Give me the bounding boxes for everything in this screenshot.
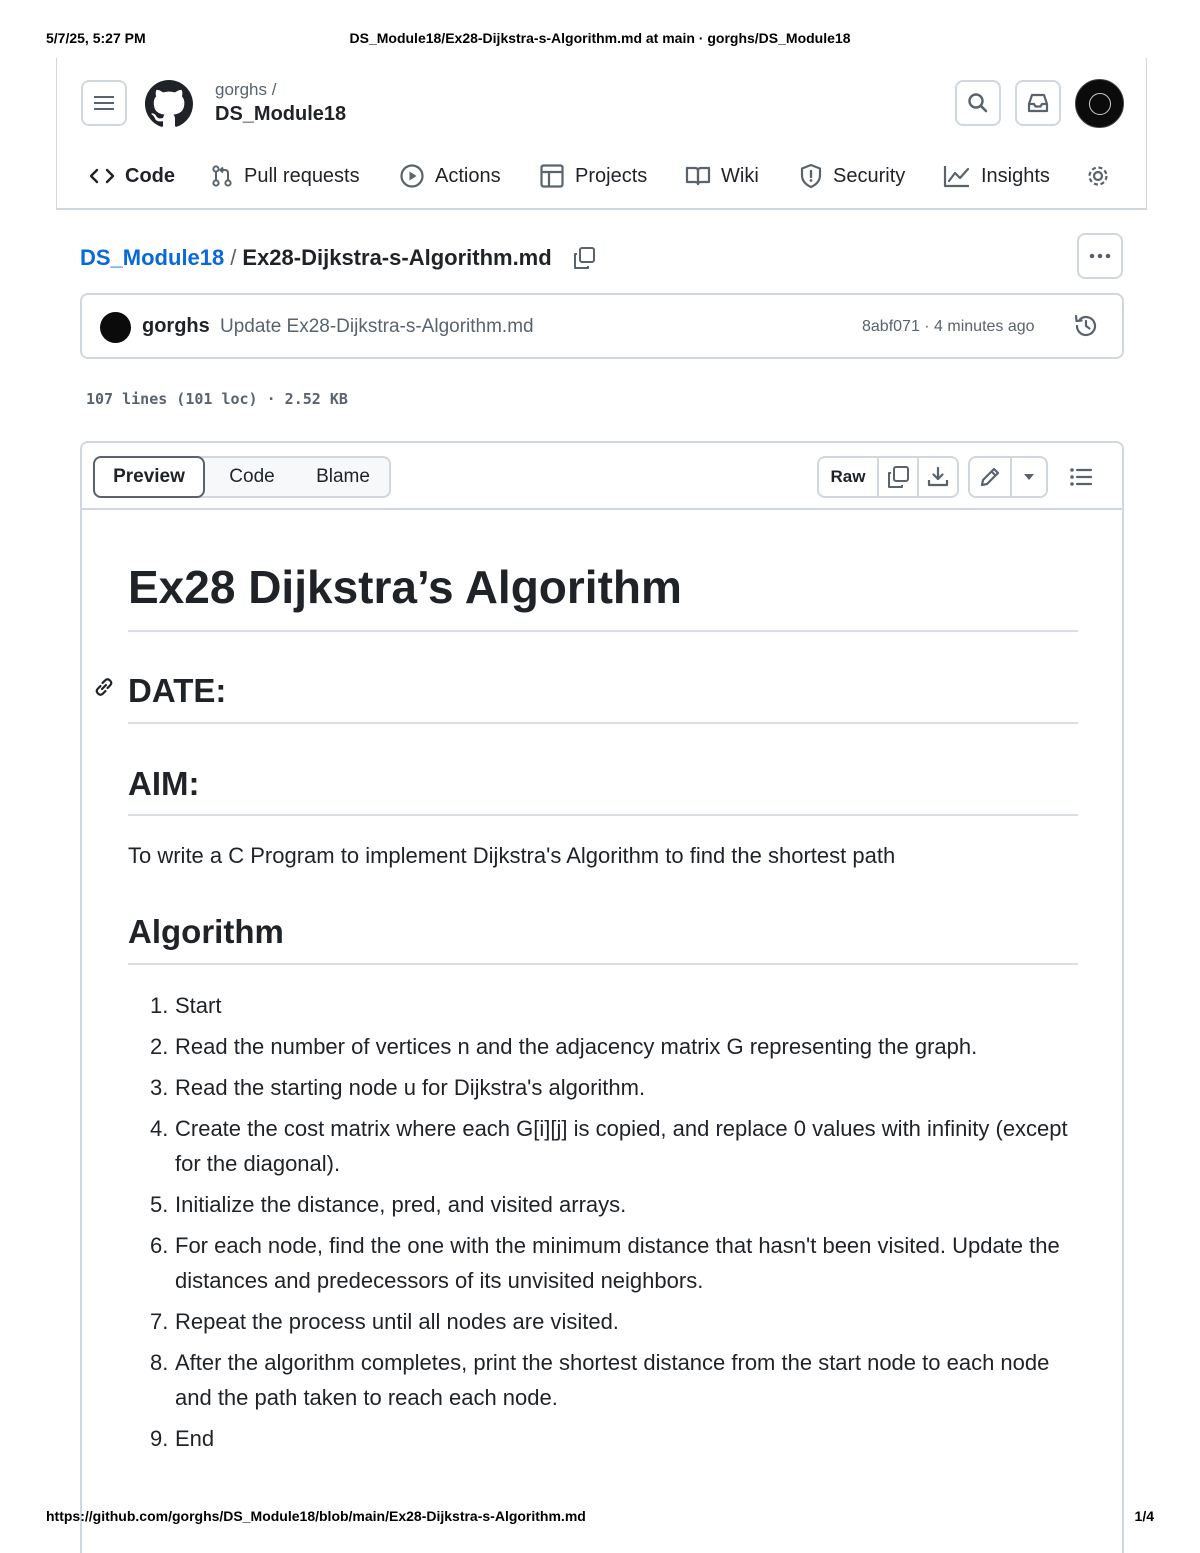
- breadcrumb: [80, 243, 596, 273]
- list-item: [128, 1421, 1078, 1456]
- print-header: [46, 30, 1154, 50]
- tab-actions-label: Actions: [435, 164, 501, 187]
- code-icon: [89, 166, 115, 186]
- title-divider: [128, 630, 1078, 632]
- list-item: [128, 1345, 1078, 1415]
- tab-code-view[interactable]: Code: [229, 466, 275, 487]
- step-text: Read the number of vertices n and the adjacency matrix G representing the graph.: [175, 1034, 978, 1059]
- play-circle-icon: [399, 163, 425, 189]
- print-url: https://github.com/gorghs/DS_Module18/blob/main/Ex28-Dijkstra-s-Algorithm.md: [46, 1508, 586, 1524]
- latest-commit-box: [80, 293, 1124, 359]
- tab-actions[interactable]: [399, 156, 501, 196]
- file-stats: 107 lines (101 loc) · 2.52 KB: [86, 390, 348, 408]
- breadcrumb-file-name: Ex28-Dijkstra-s-Algorithm.md: [242, 245, 552, 270]
- date-divider: [128, 722, 1078, 724]
- gear-icon: [1085, 163, 1111, 189]
- repo-nav: [57, 156, 1146, 196]
- repo-name-link[interactable]: DS_Module18: [215, 103, 347, 125]
- list-item: [128, 988, 1078, 1023]
- tab-projects[interactable]: [539, 156, 647, 196]
- file-viewer: [80, 441, 1124, 1553]
- edit-group: [968, 456, 1048, 498]
- inbox-button[interactable]: [1015, 80, 1061, 126]
- graph-icon: [943, 164, 971, 188]
- step-number: 8.: [150, 1350, 169, 1375]
- pull-request-icon: [210, 164, 234, 188]
- book-icon: [685, 165, 711, 187]
- list-item: [128, 1070, 1078, 1105]
- commit-author[interactable]: gorghs: [142, 315, 210, 337]
- print-title: DS_Module18/Ex28-Dijkstra-s-Algorithm.md at main · gorghs/DS_Module18: [349, 30, 851, 46]
- tab-pull-requests[interactable]: [210, 156, 360, 196]
- step-number: 3.: [150, 1075, 169, 1100]
- tab-pull-requests-label: Pull requests: [244, 164, 360, 187]
- list-item: [128, 1029, 1078, 1064]
- print-page-number: 1/4: [1134, 1508, 1154, 1524]
- step-number: 6.: [150, 1233, 169, 1258]
- step-number: 4.: [150, 1116, 169, 1141]
- tab-preview[interactable]: Preview: [93, 456, 205, 498]
- kebab-horizontal-icon: [1088, 253, 1112, 259]
- step-number: 5.: [150, 1192, 169, 1217]
- hamburger-icon: [94, 96, 114, 110]
- triangle-down-icon: [1022, 472, 1036, 482]
- inbox-icon: [1026, 92, 1050, 114]
- step-text: Start: [175, 993, 222, 1018]
- date-heading: DATE:: [128, 672, 227, 709]
- commit-meta[interactable]: 8abf071 · 4 minutes ago: [862, 318, 1035, 335]
- step-text: Repeat the process until all nodes are visited.: [175, 1309, 619, 1334]
- step-text: Initialize the distance, pred, and visited arrays.: [175, 1192, 627, 1217]
- aim-text: To write a C Program to implement Dijkstra's Algorithm to find the shortest path: [128, 843, 896, 868]
- user-avatar[interactable]: [1075, 79, 1124, 128]
- step-number: 9.: [150, 1426, 169, 1451]
- more-options-button[interactable]: [1077, 233, 1123, 279]
- tab-settings[interactable]: [1085, 156, 1121, 196]
- pencil-icon: [978, 465, 1002, 489]
- aim-divider: [128, 814, 1078, 816]
- tab-code[interactable]: [89, 156, 175, 196]
- list-item: [128, 1111, 1078, 1181]
- print-footer: [46, 1508, 1154, 1528]
- list-unordered-icon: [1069, 467, 1093, 487]
- tab-code-label: Code: [125, 164, 175, 187]
- view-switcher: [93, 456, 391, 498]
- step-text: Create the cost matrix where each G[i][j] is copied, and replace 0 values with infinity (except for the diagonal).: [175, 1116, 1068, 1176]
- copy-path-button[interactable]: [572, 246, 596, 270]
- list-item: [128, 1228, 1078, 1298]
- raw-copy-download-group: [817, 456, 959, 498]
- list-item: [128, 1187, 1078, 1222]
- edit-dropdown-button[interactable]: [1012, 458, 1046, 496]
- raw-label: Raw: [830, 467, 866, 486]
- menu-button[interactable]: [81, 80, 127, 126]
- commit-message[interactable]: Update Ex28-Dijkstra-s-Algorithm.md: [220, 316, 534, 337]
- search-icon: [967, 92, 989, 114]
- algorithm-steps: [128, 988, 1078, 1462]
- github-logo-icon[interactable]: [145, 80, 193, 128]
- breadcrumb-repo-link[interactable]: DS_Module18: [80, 245, 225, 270]
- download-icon: [926, 465, 950, 489]
- step-number: 7.: [150, 1309, 169, 1334]
- print-date: 5/7/25, 5:27 PM: [46, 30, 146, 46]
- aim-heading: AIM:: [128, 765, 200, 802]
- tab-insights[interactable]: [943, 156, 1050, 196]
- link-anchor-icon[interactable]: [92, 675, 116, 699]
- copy-icon: [572, 246, 596, 270]
- tab-security-label: Security: [833, 164, 906, 187]
- document-title: Ex28 Dijkstra’s Algorithm: [128, 561, 682, 613]
- tab-wiki-label: Wiki: [721, 164, 759, 187]
- file-toolbar: [82, 443, 1122, 510]
- github-header: [56, 58, 1147, 210]
- search-button[interactable]: [955, 80, 1001, 126]
- edit-file-button[interactable]: [970, 458, 1010, 496]
- step-text: Read the starting node u for Dijkstra's algorithm.: [175, 1075, 646, 1100]
- step-text: For each node, find the one with the minimum distance that hasn't been visited. Update the distances and predecessors of its unvisited neighbors.: [175, 1233, 1060, 1293]
- history-icon[interactable]: [1072, 312, 1100, 340]
- commit-author-avatar[interactable]: [100, 312, 131, 343]
- step-text: End: [175, 1426, 215, 1451]
- copy-icon: [886, 465, 910, 489]
- tab-blame[interactable]: Blame: [316, 466, 370, 487]
- step-number: 1.: [150, 993, 169, 1018]
- step-text: After the algorithm completes, print the shortest distance from the start node to each node and the path taken to reach each node.: [175, 1350, 1050, 1410]
- algorithm-divider: [128, 963, 1078, 965]
- tab-wiki[interactable]: [685, 156, 759, 196]
- tab-projects-label: Projects: [575, 164, 648, 187]
- raw-button[interactable]: [819, 458, 877, 496]
- tab-security[interactable]: [799, 156, 905, 196]
- shield-icon: [799, 163, 823, 189]
- step-number: 2.: [150, 1034, 169, 1059]
- repo-owner-link[interactable]: gorghs /: [215, 80, 277, 99]
- table-icon: [539, 163, 565, 189]
- avatar-emblem-icon: [1089, 93, 1111, 115]
- tab-insights-label: Insights: [981, 164, 1050, 187]
- algorithm-heading: Algorithm: [128, 913, 284, 950]
- outline-button[interactable]: [1060, 456, 1102, 498]
- download-button[interactable]: [919, 458, 957, 496]
- copy-raw-button[interactable]: [879, 458, 917, 496]
- list-item: [128, 1304, 1078, 1339]
- breadcrumb-separator: /: [230, 245, 237, 270]
